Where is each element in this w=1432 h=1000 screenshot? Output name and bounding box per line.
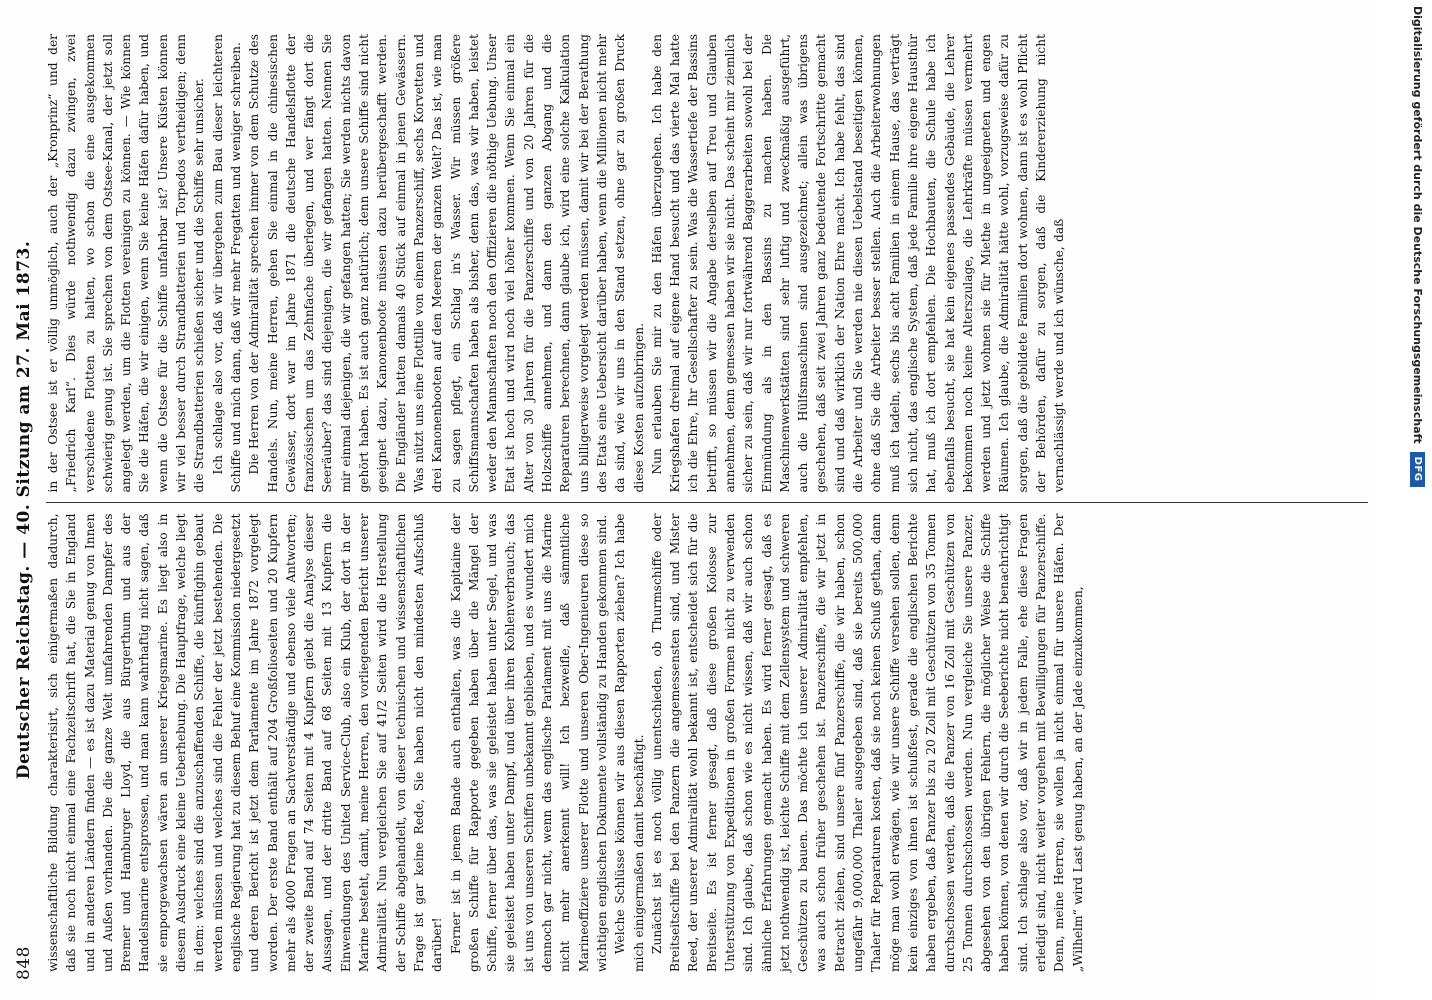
paragraph: Nun erlauben Sie mir zu den Häfen überzugehen. Ich habe den Kriegshafen dreimal auf eigene Hand besucht und das vierte Mal hatte ich die Ehre, Ihr Gesellschafter zu sein. Was die Wassertiefe der Bassins betrifft, so müssen wir die Angabe derselben auf Treu und Glauben annehmen, denn gemessen haben wir sie nicht. Das scheint mir ziemlich sicher zu sein, daß wir nur fortwährend Baggerarbeiten sowohl bei der Einmündung als in den Bassins zu machen haben. Die Maschinenwerkstätten sind sehr luftig und zweckmäßig ausgeführt, auch die Hülfsmaschinen sind ausgezeichnet; allein was übrigens geschehen, daß seit zwei Jahren ganz bedeutende Fortschritte gemacht sind und daß wirklich der Nation Ehre macht. Ich habe fehlt, das sind die Arbeiter und Sie werden nie diesen Uebelstand beseitigen können, ohne daß Sie die Arbeiter besser stellen. Auch die Arbeiterwohnungen muß ich tadeln, sechs bis acht Familien in einem Hause, das verträgt sich nicht, das englische System, daß jede Familie ihre eigene Hausthür hat, muß ich dort empfehlen. Die Hochbauten, die Schule habe ich ebenfalls besucht, sie hat kein eigenes passendes Gebäude, die Lehrer bekommen noch keine Alterszulage, die Lehrkräfte müssen vermehrt werden und jetzt wohnen sie für Miethe in ungeeigneten und engen Räumen. Ich glaube, die Admiralität hätte wohl, vorzugsweise dafür zu sorgen, daß die gebildete Familien dort wohnen, dann ist es wohl Pflicht der Behörden, dafür zu sorgen, daß die Kindererziehung nicht vernachlässigt werde und ich wünsche, daß bbox=[649, 34, 1067, 493]
page-number: 848 bbox=[14, 946, 34, 980]
paragraph: Welche Schlüsse können wir aus diesen Rapporten ziehen? Ich habe mich einigermaßen damit beschäftigt. bbox=[613, 513, 646, 972]
paragraph: in der Ostsee ist er völlig unmöglich, auch der „Kronprinz“ und der „Friedrich Karl“. Dies würde nothwendig dazu zwingen, zwei verschiedene Flotten zu halten, wo schon die eine ausgekommen schwierig genug ist. Sie sprechen von dem Ostsee-Kanal, der jetzt soll angelegt werden, um die Flotten vereinigen zu können. — Wie können Sie die Häfen, die wir einigen, wenn Sie keine Häfen dafür haben, und wenn die Ostsee für die Schiffe unfahrbar ist? Unsere Küsten können wir viel besser durch Strandbatterien und Torpedos vertheidigen; denn die Strandbatterien schießen sicher und die Schiffe sehr unsicher. bbox=[46, 34, 207, 493]
running-title: Deutscher Reichstag. — 40. Sitzung am 27. Mai 1873. bbox=[14, 240, 34, 780]
column-left bbox=[44, 504, 1370, 983]
text-columns bbox=[44, 24, 1370, 982]
column-divider bbox=[46, 503, 1368, 504]
paragraph: Ich schlage also vor, daß wir übergehen zum Bau dieser leichteren Schiffe und mich dann, daß wir mehr Fregatten und weniger schreiben. bbox=[210, 34, 243, 493]
dfg-logo: DFG bbox=[1411, 452, 1426, 487]
credit-text: Digitalisierung gefördert durch die Deutsche Forschungsgemeinschaft bbox=[1411, 6, 1425, 444]
page-header bbox=[14, 40, 36, 980]
paragraph: wissenschaftliche Bildung charakterisirt, sich einigermaßen dadurch, daß sie noch nicht einmal eine Fachzeitschrift hat, die Sie in England und in anderen Ländern finden — es ist dazu Material genug von Innen und Außen vorhanden. Die die ganze Welt umfahrenden Dampfer des Bremer und Hamburger Lloyd, die aus Bürgerthum und aus der Handelsmarine entsprossen, und man kann wahrhaftig nicht sagen, daß sie emporgewachsen wären an unserer Kriegsmarine. Es liegt also in diesem Ausdruck eine kleine Ueberhebung. Die Hauptfrage, welche liegt in dem: welches sind die anzuschaffenden Schiffe, die künftighin gebaut werden müssen und welches sind die Fehler der jetzt bestehenden. Die englische Regierung hat zu diesem Behuf eine Kommission niedergesetzt und deren Bericht ist jetzt dem Parlamente im Jahre 1872 vorgelegt worden. Der erste Band enthält auf 204 Großfolioseiten und 20 Kupfern mehr als 4000 Fragen an Sachverständige und ebenso viele Antworten; der zweite Band auf 74 Seiten mit 4 Kupfern giebt die Analyse dieser Aussagen, und der dritte Band auf 68 Seiten mit 13 Kupfern die Einwendungen des United Service-Club, also ein Klub, der dort in der Marine besteht, damit, meine Herren, den vorliegenden Bericht unserer Admiralität. Nun vergleichen Sie auf 41/2 Seiten wird die Herstellung der Schiffe abgehandelt, von dieser technischen und wissenschaftlichen Frage ist gar keine Rede, Sie haben nicht den mindesten Aufschluß darüber! bbox=[46, 513, 445, 972]
column-right bbox=[44, 24, 1370, 503]
paragraph: Zunächst ist es noch völlig unentschieden, ob Thurmschiffe oder Breitseitschiffe bei den Panzern die angemessensten sind, und Mister Reed, der unserer Admiralität wohl bekannt ist, entscheidet sich für die Breitseite. Es ist ferner gesagt, daß diese großen Kolosse zur Unterstützung von Expeditionen in großen Formen nicht zu verwenden sind. Ich glaube, daß schon wie es nicht wissen, daß wir auch schon ähnliche Erfahrungen gemacht haben. Es wird ferner gesagt, daß es jetzt nothwendig ist, leichte Schiffe mit dem Zellensystem und schweren Geschützen zu bauen. Das möchte ich unserer Admiralität empfehlen, was auch schon früher geschehen ist. Panzerschiffe, die wir jetzt in Betracht ziehen, sind unsere fünf Panzerschiffe, die wir haben, schon ungefähr 9,000,000 Thaler ausgegeben sind, daß sie bereits 500,000 Thaler für Reparaturen kosten, daß sie noch keinen Schuß gethan, dann möge man wohl erwägen, wie wir unsere Schiffe versehen sollen, denn kein einziges von ihnen ist schußfest, gerade die englischen Berichte haben ergeben, daß Panzer bis zu 20 Zoll mit Geschützen von 35 Tonnen durchschossen werden, daß die Panzer von 16 Zoll mit Geschützen von 25 Tonnen durchschossen werden. Nun vergleiche Sie unsere Panzer, abgesehen von den übrigen Fehlern, die möglicher Weise die Schiffe haben können, von denen wir durch die Seeberichte nicht benachrichtigt sind. Ich schlage also vor, daß wir in jedem Falle, ehe diese Fragen erledigt sind, nicht weiter vorgehen mit Bewilligungen für Panzerschiffe. Denn, meine Herren, sie wollen ja nicht einmal für unsere Häfen. Der „Wilhelm“ wird Last genug haben, an der Jade einzukommen, bbox=[649, 513, 1085, 972]
digitization-credit bbox=[1404, 0, 1432, 1000]
paragraph: Ferner ist in jenem Bande auch enthalten, was die Kapitaine der großen Schiffe für Rapporte gegeben haben über die Mängel der Schiffe, ferner über das, was sie geleistet haben unter Segel, und was sie geleistet haben unter Dampf, und über ihren Kohlenverbrauch; das ist uns von unseren Schiffen unbekannt geblieben, und es wundert mich dennoch gar nicht, wenn das englische Parlament mit uns die Marine nicht mehr anerkennt will! Ich bezweifle, daß sämmtliche Marineoffiziere unserer Flotte und unseren Ober-Ingenieuren diese so wichtigen englischen Dokumente vollständig zu Handen gekommen sind. bbox=[448, 513, 609, 972]
credit-strip bbox=[1404, 0, 1432, 1000]
paragraph: Die Herren von der Admiralität sprechen immer von dem Schutze des Handels. Nun, meine Herren, gehen Sie einmal in die chinesischen Gewässer, dort war im Jahre 1871 die deutsche Handelsflotte der französischen um das Zehnfache überlegen, und wer fängt dort die Seeräuber? das sind diejenigen, die wir gefangen hatten. Nennen Sie mir einmal diejenigen, die wir gefangen hatten; Sie werden nichts davon gehört haben. Es ist auch ganz natürlich; denn unsere Schiffe sind nicht geeignet dazu, Kanonenboote müssen dazu herübergeschafft werden. Die Engländer hatten damals 40 Stück auf einmal in jenen Gewässern. Was nützt uns eine Flottille von einem Panzerschiff, sechs Korvetten und drei Kanonenbooten auf den Meeren der ganzen Welt? Das ist, wie man zu sagen pflegt, ein Schlag in's Wasser. Wir müssen größere Schiffsmannschaften haben als bisher, denn das, was wir haben, leistet weder den Mannschaften noch den Offizieren die nöthige Uebung. Unser Etat ist hoch und wird noch viel höher kommen. Wenn Sie einmal ein Alter von 30 Jahren für die Panzerschiffe und von 20 Jahren für die Holzschiffe annehmen, und dann den ganzen Abgang und die Reparaturen berechnen, dann glaube ich, wird eine solche Kalkulation uns billigerweise vorgelegt werden müssen, damit wir bei der Berathung des Etats eine Uebersicht darüber haben, wenn die Millionen nicht mehr da sind, wie wir uns in den Stand setzen, ohne gar zu großen Druck diese Kosten aufzubringen. bbox=[247, 34, 646, 493]
